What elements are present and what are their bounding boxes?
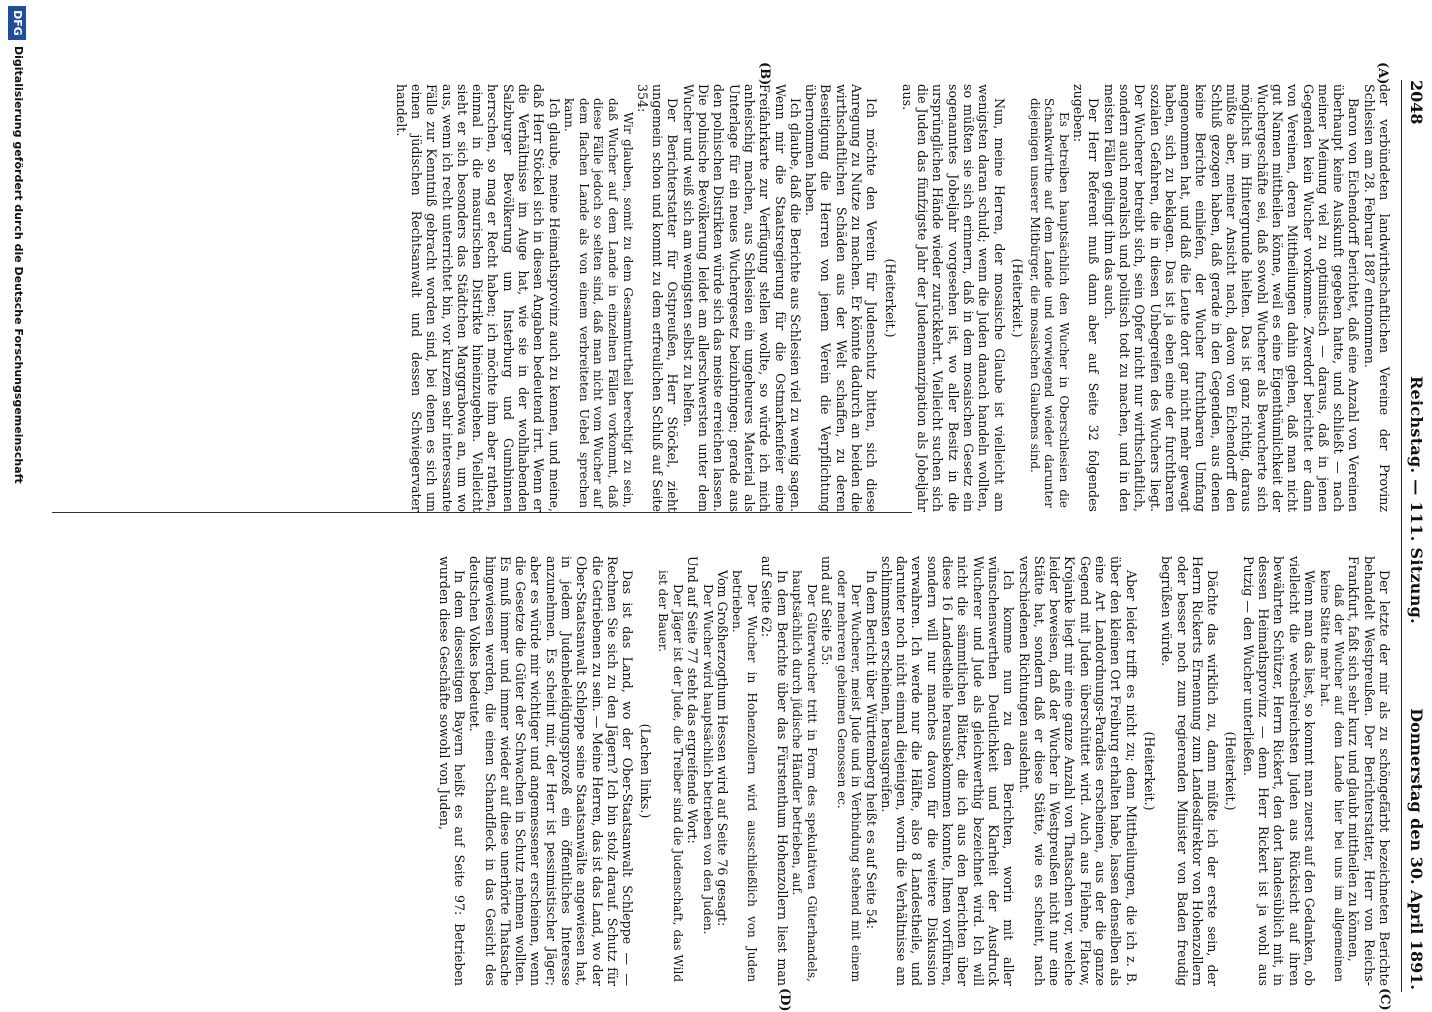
column-divider	[52, 512, 912, 513]
paragraph: Ich möchte den Verein für Judenschutz bitten, sich diese Anregung zu Nutze zu machen. Er könnte dadurch an beiden die wirthschaftlichen Schäden aus der Welt schaffen, zu deren Beseitigung die Herren von jenem Verein die Verpflichtung übernommen haben.	[803, 84, 880, 512]
left-text-column	[52, 84, 1392, 512]
quoted-passage: Der Wucherer, meist Jude und in Verbindung stehend mit einem oder mehreren geheimen Genossen ec.	[834, 570, 864, 982]
paragraph: In dem Berichte über das Fürstenthum Hohenzollern liest man auf Seite 62:	[759, 556, 790, 986]
right-text-column	[52, 556, 1392, 986]
paragraph: Und auf Seite 77 steht das ergreifende Wort:	[684, 556, 700, 844]
header-rule	[1401, 80, 1402, 992]
paragraph: Baron von Eichendorff berichtet, daß eine Anzahl von Vereinen überhaupt keine Auskunft gegeben hatte, und schließt — nach meiner Meinung viel zu optimistisch — daraus, daß in jenen Gegenden kein Wucher vorkomme. Zwerdorf berichtet er dann von Vereinen, deren Mittheilungen dahin gehen, daß man nicht gut Namen mittheilen könne, weil es eine Eigenthümlichkeit der Wuchergeschäfte sei, daß sowohl Wucherer als Bewucherte sich möglichst im Hintergrunde hielten. Das ist ganz richtig, daraus müßte aber, meiner Ansicht nach, davon von Eichendorff den Schluß gezogen haben, daß gerade in den Gegenden, aus denen keine Berichte einliefen, der Wucher furchtbaren Umfang angenommen hat, und daß die Leute dort gar nicht mehr gewagt haben, sich zu beklagen. Das ist ja eben eine der furchtbaren sozialen Gefahren, die in diesen Unbegreifen des Wuchers liegt. Der Wucherer betreibt sich, sein Opfer nicht nur wirthschaftlich, sondern auch moralisch und politisch todt zu machen, und in den meisten Fällen gelingt ihm das auch.	[1101, 84, 1362, 512]
paragraph: In dem diesseitigen Bayern heißt es auf Seite 97: Betrieben wurden diese Geschäfte sowohl von Juden,	[436, 556, 467, 986]
page-footer	[2, 0, 30, 1000]
stage-direction: (Lachen links.)	[638, 723, 654, 819]
paragraph: Aber leider trifft es nicht zu; denn Mittheilungen, die ich z. B. über den kleinen Ort Freiburg erhalten habe, lassen denselben als eine Art Landordnungs-Paradies erscheinen, aus der die ganze Gegend mit Juden überschüttet wird. Auch aus Filehne, Flatow, Krojanke liegt mir eine ganze Anzahl von Thatsachen vor, welche leider beweisen, daß der Wucher in Westpreußen nicht nur eine Stätte hat, sondern daß er diese Stätte, wie es scheint, nach verschiedenen Richtungen ausdehnt.	[1016, 556, 1139, 986]
paragraph: Ich glaube, meine Heimathsprovinz auch zu kennen, und meine, daß Herr Stöckel sich in diesen Angaben bedeutend irrt. Wenn er die Verhältnisse im Auge hat, wie sie in der wohlhabenden Salzburger Bevölkerung um Insterburg und Gumbinnen herrschen, so mag er Recht haben; ich möchte ihm aber rathen, einmal in die masurischen Distrikte hineinzugehen. Vielleicht sieht er sich besonders das Städtchen Marggrabowa an, um wo aus, wenn ich recht unterrichtet bin, vor kurzem sehr interessante Fälle zur Kenntniß gebracht worden sind, bei denen es sich um einen jüdischen Rechtsanwalt und dessen Schwiegervater handelt.	[393, 84, 562, 512]
paragraph: Vom Großherzogthum Hessen wird auf Seite 76 gesagt:	[714, 570, 730, 927]
stage-direction: (Heiterkeit.)	[1223, 731, 1239, 811]
page-number: 2048	[1407, 80, 1426, 125]
quoted-passage: Der Wucher in Hohenzollern wird ausschließlich von Juden betrieben.	[730, 570, 760, 982]
paragraph: und auf Seite 55:	[819, 556, 835, 666]
quoted-passage: Der Güterwucher tritt in Form des spekulativen Güterhandels, hauptsächlich durch jüdische Händler betrieben, auf.	[790, 570, 819, 982]
quoted-passage: Der Jäger ist der Jude, die Treiber sind die Judenschaft, das Wild ist der Bauer.	[656, 570, 685, 982]
page-header	[1400, 0, 1430, 1000]
quoted-passage: Es betreiben hauptsächlich den Wucher in Oberschlesien die Schankwirthe auf dem Lande und vorwiegend wieder darunter diejenigen unserer Mitbürger, die mosaischen Glaubens sind.	[1027, 98, 1071, 508]
paragraph: Der Herr Referent muß dann aber auf Seite 32 folgendes zugeben:	[1071, 84, 1102, 512]
paragraph: der verbündeten landwirthschaftlichen Vereine der Provinz Schlesien am 28. Februar 1887 entnommen.	[1361, 84, 1392, 512]
paragraph: Ich komme nun zu den Berichten, worin mit aller wünschenswerthen Deutlichkeit und Klarheit der Ausdruck Wucherer und Jude als gleichwerthig bezeichnet wird. Ich will nicht die sämmtlichen Blätter, die ich aus den Berichten über diese 16 Landestheile herausbekommen konnte, Ihnen vorführen, sondern will nur manches davon für die weitere Diskussion verwahren. Ich werde nur die Hälfte, also 8 Landestheile, und darunter noch nicht einmal diejenigen, worin die Verhältnisse am schlimmsten erscheinen, herausgreifen.	[878, 556, 1017, 986]
paragraph: Der letzte der mir als zu schöngefärbt bezeichneten Berichte behandelt Westpreußen. Der Berichterstatter, Herr von Reichs-Frankfurt, faßt sich sehr kurz und glaubt mittheilen zu können,	[1346, 556, 1392, 986]
paragraph: In dem Bericht über Württemberg heißt es auf Seite 54:	[863, 570, 879, 930]
margin-marker-d: (D)	[777, 988, 792, 1012]
quoted-passage: Wir glauben, somit zu dem Gesammturtheil berechtigt zu sein, daß Wucher auf dem Lande in einzelnen Fällen vorkommt, daß diese Fälle jedoch so selten sind, daß man nicht vom Wucher auf dem flachen Lande als von einem verbreiteten Uebel sprechen kann.	[562, 98, 635, 508]
margin-marker-c: (C)	[1377, 988, 1392, 1011]
stage-direction: (Heiterkeit.)	[1009, 258, 1025, 338]
margin-marker-a: (A)	[1375, 62, 1390, 85]
quoted-passage: daß der Wucher auf dem Lande hier bei uns im allgemeinen keine Stätte mehr hat.	[1317, 570, 1347, 982]
margin-marker-b: (B)	[757, 62, 772, 86]
paragraph: Dächte das wirklich zu, dann müßte ich der erste sein, der Herrn Rickerts Ernennung zum Landesdirektor von Hohenzollern oder besser noch zum regierenden Minister von Baden freudig begrüßen würde.	[1159, 556, 1221, 986]
paragraph: Ich glaube, daß die Berichte aus Schlesien viel zu wenig sagen. Wenn mir die Staatsregierung für die Ostmarkenfeier eine Freifahrkarte zur Verfügung stellen wollte, so würde ich mich anheischig machen, aus Schlesien ein ungeheures Material als Unterlage für ein neues Wuchergesetz beizubringen; gerade aus den polnischen Distrikten würde sich das meiste erreichen lassen. Die polnische Bevölkerung leidet am allerschwersten unter dem Wucher und weiß sich am wenigsten selbst zu helfen.	[680, 84, 803, 512]
paragraph: Wenn man das liest, so kommt man zuerst auf den Gedanken, ob vielleicht die wechselreichsten Juden aus Rücksicht auf ihren bewährten Schützer, Herrn Rickert, den dort landesüblich mit, in dessen Heimathsprovinz — denn Herr Rickert ist ja wohl aus Putzig — den Wucher unterließen.	[1240, 556, 1317, 986]
dfg-logo: DFG	[8, 6, 26, 40]
session-date: Donnerstag den 30. April 1891.	[1407, 708, 1426, 990]
session-title: Reichstag. — 111. Sitzung.	[1407, 375, 1426, 625]
stage-direction: (Heiterkeit.)	[1141, 731, 1157, 811]
paragraph: Der Berichterstatter für Ostpreußen, Herr Stöckel, zieht ungemein schon und kommt zu dem erfreulichen Schluß auf Seite 354:	[634, 84, 681, 512]
paragraph: Nun, meine Herren, der mosaische Glaube ist vielleicht am wenigsten daran schuld; wenn die Juden danach handeln wollten, so müßten sie sich erinnern, daß in dem mosaischen Gesetz ein sogenanntes Jobeljahr vorgesehen ist, wo aller Besitz in die ursprünglichen Hände wieder zurückkehrt. Vielleicht suchen sich die Juden das fünfzigste Jahr der Judenemanzipation als Jobeljahr aus.	[899, 84, 1007, 512]
paragraph: Das ist das Land, wo der Ober-Staatsanwalt Schleppe — — Rechnen Sie sich zu den Jägern? Ich bin stolz darauf. Schutz für die Getriebenen zu sein. — Meine Herren, das ist das Land, wo der Ober-Staatsanwalt Schleppe seine Staatsanwälte angewiesen hat, in jedem Judenbeleidigungsprozeß ein öffentliches Interesse anzunehmen. Es scheint mir, der Herr ist pessimistischer Jäger; aber es würde mir wichtiger und angemessener erscheinen, wenn die Gesetze die Güter der Schwachen in Schutz nehmen wollten. Es muß immer und immer wieder auf diese unerhörte Thatsache hingewiesen werden, die einen Schandfleck in das Gesicht des deutschen Volkes bedeutet.	[467, 556, 636, 986]
digitization-credit: Digitalisierung gefördert durch die Deutsche Forschungsgemeinschaft	[12, 46, 25, 484]
stage-direction: (Heiterkeit.)	[882, 258, 898, 338]
quoted-passage: Der Wucher wird hauptsächlich betrieben von den Juden.	[700, 584, 715, 935]
